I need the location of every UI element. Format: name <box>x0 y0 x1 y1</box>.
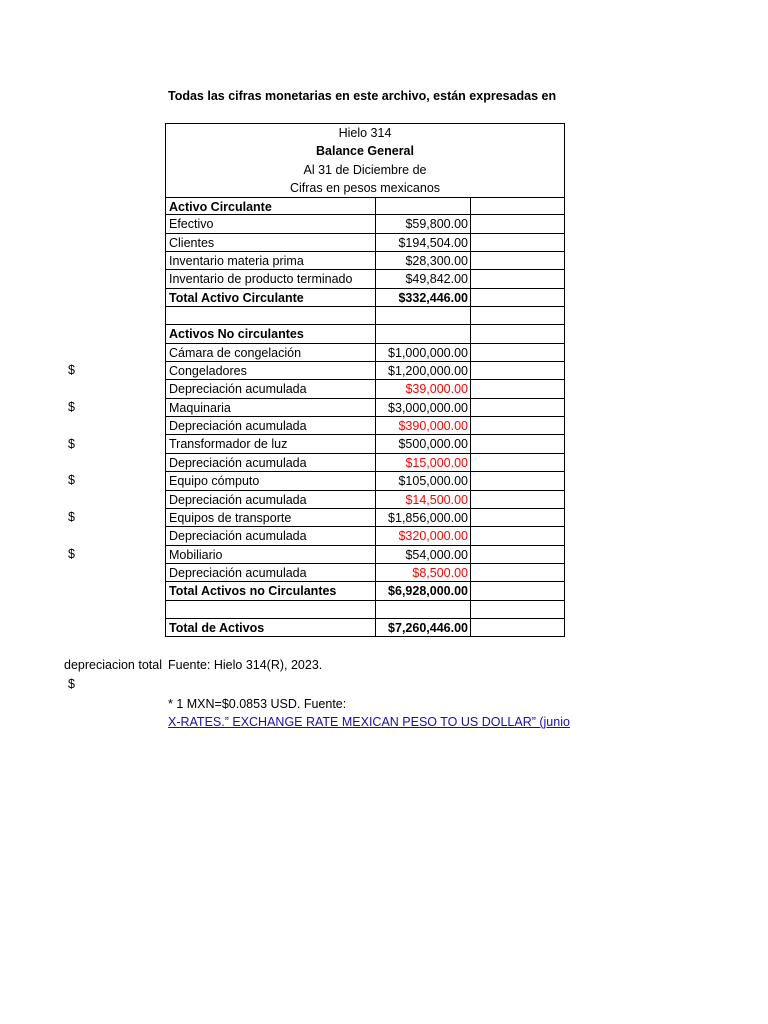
table-row <box>165 472 565 490</box>
empty-cell[interactable] <box>470 417 565 435</box>
row-label[interactable]: Maquinaria <box>165 399 375 417</box>
row-label[interactable]: Total Activos no Circulantes <box>165 582 375 600</box>
row-label[interactable]: Depreciación acumulada <box>165 491 375 509</box>
table-row <box>165 582 565 600</box>
empty-cell[interactable] <box>470 197 565 215</box>
empty-cell[interactable] <box>470 270 565 288</box>
empty-cell[interactable] <box>470 252 565 270</box>
exchange-note: * 1 MXN=$0.0853 USD. Fuente: <box>168 697 347 711</box>
table-row <box>165 234 565 252</box>
row-label[interactable]: Inventario de producto terminado <box>165 270 375 288</box>
row-label[interactable]: Inventario materia prima <box>165 252 375 270</box>
report-title: Balance General <box>316 144 414 158</box>
balance-table <box>165 197 565 637</box>
table-row <box>165 619 565 637</box>
row-label[interactable]: Equipo cómputo <box>165 472 375 490</box>
table-row <box>165 527 565 545</box>
row-value[interactable]: $39,000.00 <box>375 380 470 398</box>
empty-cell[interactable] <box>470 527 565 545</box>
table-row <box>165 325 565 343</box>
row-label[interactable]: Depreciación acumulada <box>165 454 375 472</box>
row-label[interactable]: Mobiliario <box>165 546 375 564</box>
row-value[interactable]: $28,300.00 <box>375 252 470 270</box>
empty-cell[interactable] <box>470 325 565 343</box>
row-label[interactable]: Transformador de luz <box>165 435 375 453</box>
empty-cell[interactable] <box>470 509 565 527</box>
empty-cell[interactable] <box>470 582 565 600</box>
table-row <box>165 215 565 233</box>
table-row <box>165 509 565 527</box>
currency-line: Cifras en pesos mexicanos <box>289 181 441 195</box>
row-value[interactable]: $1,856,000.00 <box>375 509 470 527</box>
empty-cell[interactable] <box>470 491 565 509</box>
row-value[interactable]: $390,000.00 <box>375 417 470 435</box>
row-value[interactable]: $59,800.00 <box>375 215 470 233</box>
empty-cell[interactable] <box>470 619 565 637</box>
empty-cell[interactable] <box>470 546 565 564</box>
row-label[interactable]: Total Activo Circulante <box>165 289 375 307</box>
table-row <box>165 399 565 417</box>
row-label[interactable]: Cámara de congelación <box>165 344 375 362</box>
table-row <box>165 601 565 619</box>
empty-cell[interactable] <box>470 234 565 252</box>
row-label[interactable]: Clientes <box>165 234 375 252</box>
row-label[interactable]: Depreciación acumulada <box>165 527 375 545</box>
row-value[interactable] <box>375 601 470 619</box>
row-value[interactable]: $1,000,000.00 <box>375 344 470 362</box>
row-label[interactable]: Equipos de transporte <box>165 509 375 527</box>
side-currency: $ <box>68 473 75 488</box>
exchange-rate-link[interactable]: X-RATES.” EXCHANGE RATE MEXICAN PESO TO US DOLLAR” (junio <box>168 715 570 729</box>
row-value[interactable] <box>375 197 470 215</box>
table-row <box>165 289 565 307</box>
row-value[interactable]: $1,200,000.00 <box>375 362 470 380</box>
row-value[interactable]: $332,446.00 <box>375 289 470 307</box>
row-value[interactable]: $49,842.00 <box>375 270 470 288</box>
row-value[interactable] <box>375 307 470 325</box>
row-value[interactable]: $105,000.00 <box>375 472 470 490</box>
empty-cell[interactable] <box>470 454 565 472</box>
row-label[interactable] <box>165 601 375 619</box>
table-row <box>165 380 565 398</box>
currency-note: Todas las cifras monetarias en este archivo, están expresadas en <box>168 89 557 103</box>
table-row <box>165 454 565 472</box>
table-row <box>165 435 565 453</box>
row-label[interactable]: Depreciación acumulada <box>165 564 375 582</box>
balance-header <box>165 123 565 198</box>
row-value[interactable]: $15,000.00 <box>375 454 470 472</box>
table-row <box>165 344 565 362</box>
table-row <box>165 307 565 325</box>
table-row <box>165 417 565 435</box>
empty-cell[interactable] <box>470 472 565 490</box>
row-value[interactable]: $500,000.00 <box>375 435 470 453</box>
report-date: Al 31 de Diciembre de <box>303 163 427 177</box>
table-row <box>165 491 565 509</box>
side-currency: $ <box>68 509 75 524</box>
table-row <box>165 270 565 288</box>
row-value[interactable]: $7,260,446.00 <box>375 619 470 637</box>
empty-cell[interactable] <box>470 564 565 582</box>
depreciation-total-label: depreciacion total <box>64 658 162 672</box>
table-row <box>165 197 565 215</box>
row-label[interactable] <box>165 307 375 325</box>
empty-cell[interactable] <box>470 380 565 398</box>
row-label[interactable]: Activo Circulante <box>165 197 375 215</box>
row-value[interactable]: $320,000.00 <box>375 527 470 545</box>
company-name: Hielo 314 <box>338 126 392 140</box>
row-value[interactable]: $6,928,000.00 <box>375 582 470 600</box>
row-label[interactable]: Activos No circulantes <box>165 325 375 343</box>
empty-cell[interactable] <box>470 307 565 325</box>
empty-cell[interactable] <box>470 435 565 453</box>
empty-cell[interactable] <box>470 362 565 380</box>
empty-cell[interactable] <box>470 289 565 307</box>
side-currency: $ <box>68 363 75 378</box>
depreciation-total-currency: $ <box>68 677 75 691</box>
side-currency: $ <box>68 436 75 451</box>
row-label[interactable]: Congeladores <box>165 362 375 380</box>
side-currency: $ <box>68 546 75 561</box>
empty-cell[interactable] <box>470 344 565 362</box>
row-value[interactable]: $194,504.00 <box>375 234 470 252</box>
empty-cell[interactable] <box>470 601 565 619</box>
row-value[interactable]: $14,500.00 <box>375 491 470 509</box>
table-row <box>165 362 565 380</box>
row-label[interactable]: Efectivo <box>165 215 375 233</box>
row-value[interactable]: $54,000.00 <box>375 546 470 564</box>
side-currency: $ <box>68 399 75 414</box>
row-label[interactable]: Depreciación acumulada <box>165 380 375 398</box>
row-label[interactable]: Total de Activos <box>165 619 375 637</box>
row-value[interactable]: $3,000,000.00 <box>375 399 470 417</box>
table-row <box>165 546 565 564</box>
row-value[interactable] <box>375 325 470 343</box>
source-note: Fuente: Hielo 314(R), 2023. <box>168 658 323 672</box>
table-row <box>165 252 565 270</box>
row-label[interactable]: Depreciación acumulada <box>165 417 375 435</box>
empty-cell[interactable] <box>470 399 565 417</box>
row-value[interactable]: $8,500.00 <box>375 564 470 582</box>
table-row <box>165 564 565 582</box>
empty-cell[interactable] <box>470 215 565 233</box>
